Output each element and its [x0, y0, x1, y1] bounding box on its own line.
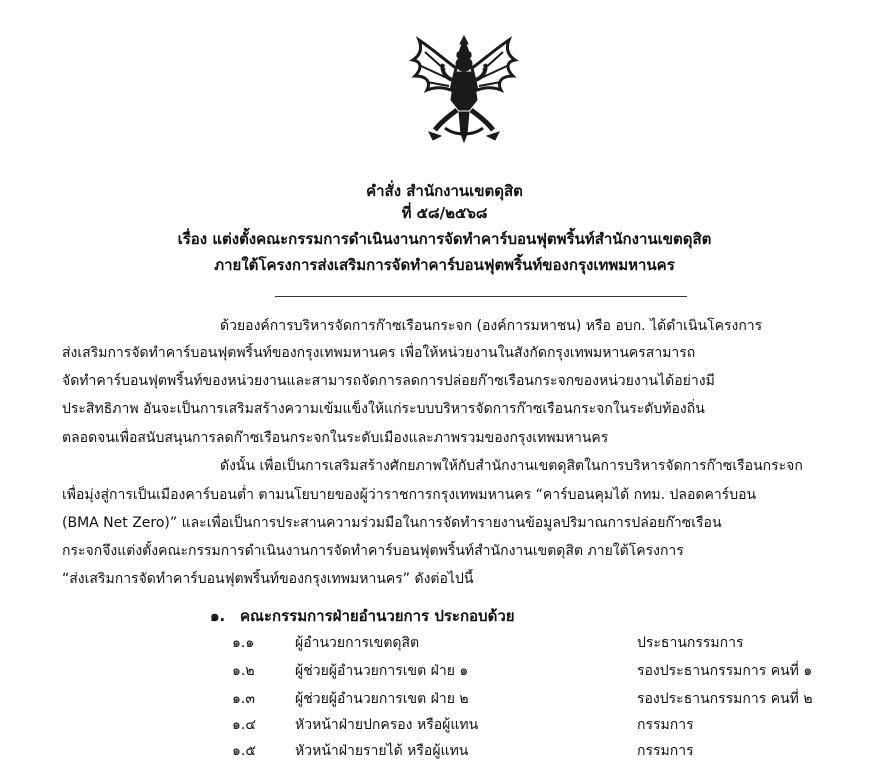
subject-line-1: เรื่อง แต่งตั้งคณะกรรมการดำเนินงานการจัดทำคาร์บอนฟุตพริ้นท์สำนักงานเขตดุสิต	[177, 230, 712, 248]
section-1-title: คณะกรรมการฝ่ายอำนวยการ ประกอบด้วย	[240, 607, 515, 625]
committee-member-row	[0, 660, 889, 682]
member-number: ๑.๓	[232, 691, 255, 707]
paragraph-2-line: “ส่งเสริมการจัดทำคาร์บอนฟุตพริ้นท์ของกรุงเทพมหานคร” ดังต่อไปนี้	[62, 571, 474, 587]
member-number: ๑.๑	[232, 635, 255, 651]
member-position: ผู้ช่วยผู้อำนวยการเขต ฝ่าย ๑	[295, 663, 469, 679]
member-role: ประธานกรรมการ	[637, 635, 744, 651]
section-1-heading	[210, 606, 515, 626]
paragraph-2-line: (BMA Net Zero)” และเพื่อเป็นการประสานความร่วมมือในการจัดทำรายงานข้อมูลปริมาณการปล่อยก๊าซเรือน	[62, 515, 722, 531]
order-title: คำสั่ง สำนักงานเขตดุสิต	[366, 182, 523, 200]
paragraph-1-line: จัดทำคาร์บอนฟุตพริ้นท์ของหน่วยงานและสามารถจัดการลดการปล่อยก๊าซเรือนกระจกของหน่วยงานได้อย่างมี	[62, 373, 715, 389]
title-divider	[275, 296, 687, 297]
order-number: ที่ ๕๘/๒๕๖๘	[401, 204, 488, 222]
member-role: รองประธานกรรมการ คนที่ ๒	[637, 691, 813, 707]
paragraph-1-line: ส่งเสริมการจัดทำคาร์บอนฟุตพริ้นท์ของกรุงเทพมหานคร เพื่อให้หน่วยงานในสังกัดกรุงเทพมหานครสามารถ	[62, 345, 696, 361]
garuda-emblem-icon	[405, 30, 523, 148]
subject-line-2: ภายใต้โครงการส่งเสริมการจัดทำคาร์บอนฟุตพริ้นท์ของกรุงเทพมหานคร	[214, 256, 675, 274]
committee-member-row	[0, 632, 889, 654]
member-position: หัวหน้าฝ่ายปกครอง หรือผู้แทน	[295, 717, 479, 733]
member-position: ผู้ช่วยผู้อำนวยการเขต ฝ่าย ๒	[295, 691, 469, 707]
member-role: กรรมการ	[637, 743, 694, 759]
committee-member-row	[0, 688, 889, 710]
section-1-number: ๑.	[210, 607, 226, 625]
member-number: ๑.๔	[232, 717, 256, 733]
member-role: รองประธานกรรมการ คนที่ ๑	[637, 663, 813, 679]
paragraph-1-line: ประสิทธิภาพ อันจะเป็นการเสริมสร้างความเข้มแข็งให้แก่ระบบบริหารจัดการก๊าซเรือนกระจกในระดับท้องถิ่น	[62, 401, 705, 417]
paragraph-1-line: ด้วยองค์การบริหารจัดการก๊าซเรือนกระจก (องค์การมหาชน) หรือ อบก. ได้ดำเนินโครงการ	[220, 318, 763, 334]
committee-member-row	[0, 714, 889, 736]
paragraph-2-line: เพื่อมุ่งสู่การเป็นเมืองคาร์บอนต่ำ ตามนโยบายของผู้ว่าราชการกรุงเทพมหานคร “คาร์บอนคุมได้ กทม. ปลอดคาร์บอน	[62, 487, 757, 503]
paragraph-2-line: กระจกจึงแต่งตั้งคณะกรรมการดำเนินงานการจัดทำคาร์บอนฟุตพริ้นท์สำนักงานเขตดุสิต ภายใต้โครงการ	[62, 543, 684, 559]
member-role: กรรมการ	[637, 717, 694, 733]
member-number: ๑.๒	[232, 663, 255, 679]
paragraph-2-line: ดังนั้น เพื่อเป็นการเสริมสร้างศักยภาพให้กับสำนักงานเขตดุสิตในการบริหารจัดการก๊าซเรือนกระจก	[220, 458, 803, 474]
paragraph-1-line: ตลอดจนเพื่อสนับสนุนการลดก๊าซเรือนกระจกในระดับเมืองและภาพรวมของกรุงเทพมหานคร	[62, 430, 609, 446]
member-position: หัวหน้าฝ่ายรายได้ หรือผู้แทน	[295, 743, 469, 759]
member-position: ผู้อำนวยการเขตดุสิต	[295, 635, 420, 651]
committee-member-row	[0, 740, 889, 762]
member-number: ๑.๕	[232, 743, 256, 759]
